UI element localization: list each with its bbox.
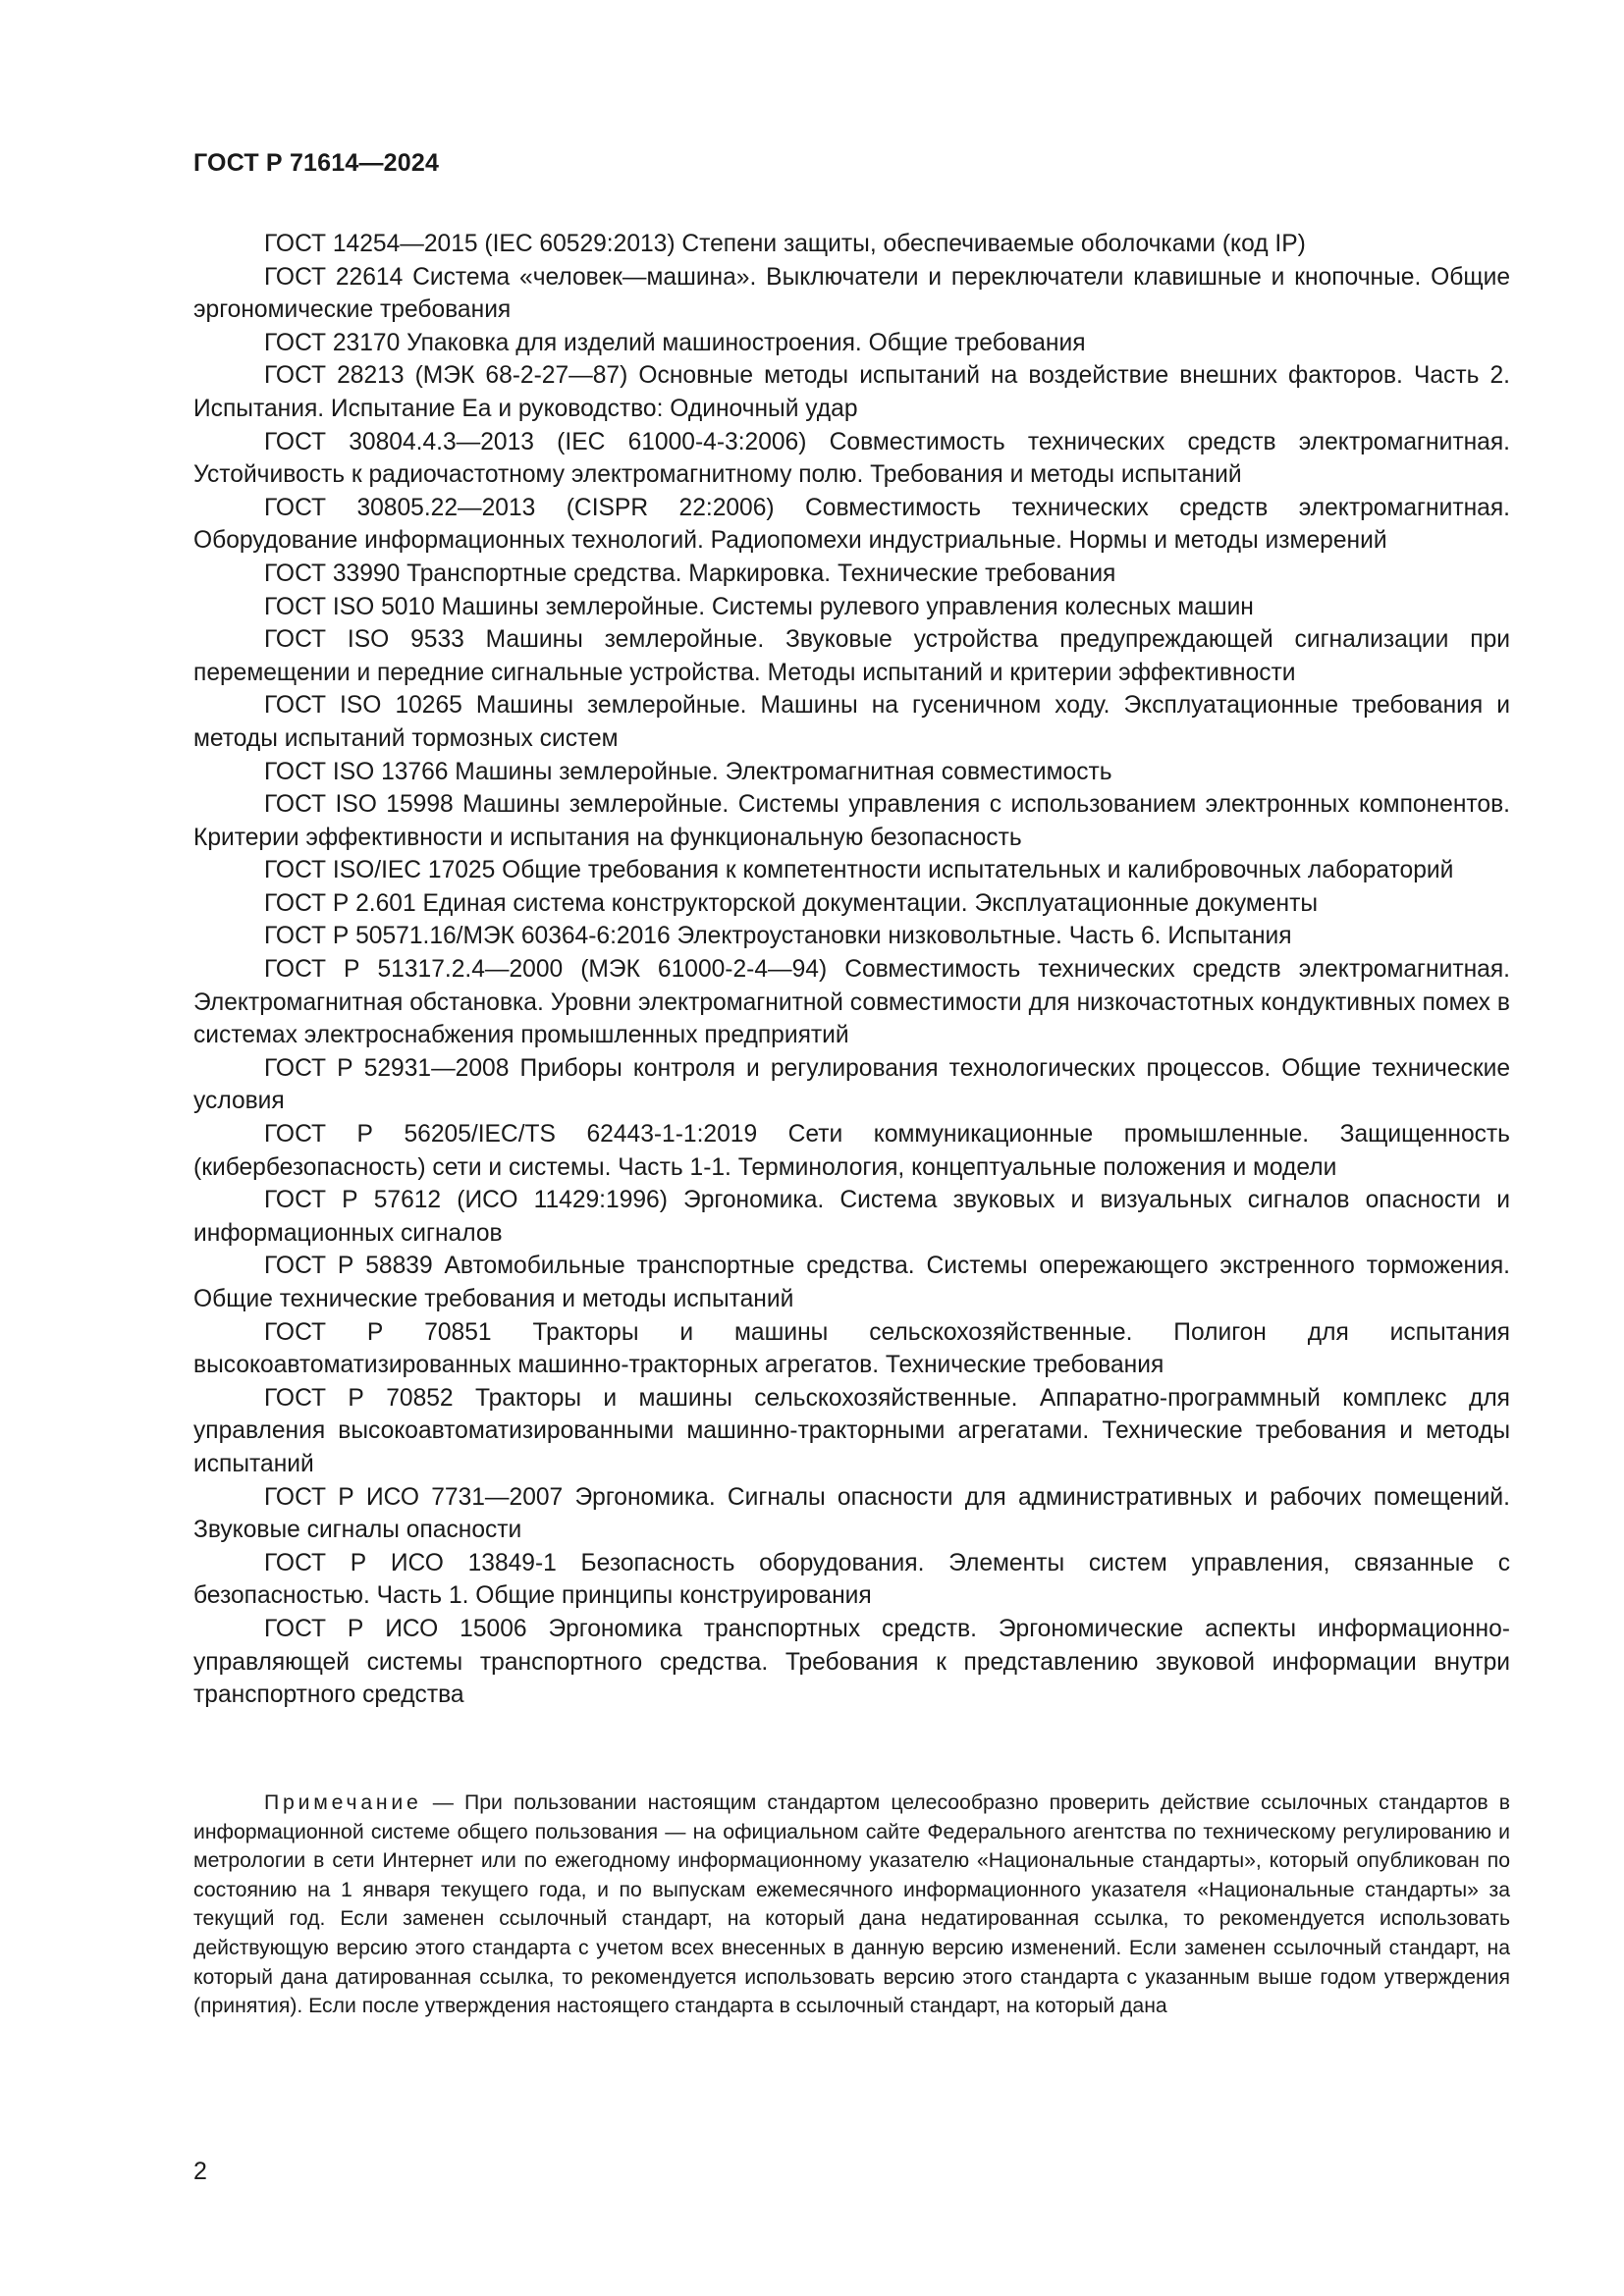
reference-item: ГОСТ 30804.4.3—2013 (IEC 61000-4-3:2006) Совместимость технических средств электромагнитная. Устойчивость к радиочастотному электромагнитному полю. Требования и методы испытаний [193,428,1510,489]
normative-references-list [193,228,1510,1712]
reference-item: ГОСТ Р 57612 (ИСО 11429:1996) Эргономика. Система звуковых и визуальных сигналов опасности и информационных сигналов [193,1187,1510,1247]
reference-item: ГОСТ ISO 9533 Машины землеройные. Звуковые устройства предупреждающей сигнализации при перемещении и передние сигнальные устройства. Методы испытаний и критерии эффективности [193,626,1510,686]
reference-item: ГОСТ 30805.22—2013 (CISPR 22:2006) Совместимость технических средств электромагнитная. Оборудование информационных технологий. Радиопомехи индустриальные. Нормы и методы измерений [193,494,1510,555]
reference-item: ГОСТ Р 58839 Автомобильные транспортные средства. Системы опережающего экстренного торможения. Общие технические требования и методы испытаний [193,1253,1510,1312]
reference-item: ГОСТ Р 2.601 Единая система конструкторской документации. Эксплуатационные документы [264,889,1319,917]
reference-item: ГОСТ Р ИСО 15006 Эргономика транспортных средств. Эргономические аспекты информационно-управляющей системы транспортного средства. Требования к представлению звуковой информации внутри транспортного средства [193,1615,1510,1709]
page-number: 2 [193,2158,207,2185]
reference-item: ГОСТ 33990 Транспортные средства. Маркировка. Технические требования [264,560,1116,587]
reference-item: ГОСТ 28213 (МЭК 68-2-27—87) Основные методы испытаний на воздействие внешних факторов. Часть 2. Испытания. Испытание Еа и руководство: Одиночный удар [193,362,1510,422]
reference-item: ГОСТ ISO 10265 Машины землеройные. Машины на гусеничном ходу. Эксплуатационные требования и методы испытаний тормозных систем [193,692,1510,752]
reference-item: ГОСТ ISO/IEC 17025 Общие требования к компетентности испытательных и калибровочных лабораторий [264,857,1454,884]
note-text: — При пользовании настоящим стандартом целесообразно проверить действие ссылочных стандартов в информационной системе общего пользования — на официальном сайте Федерального агентства по техническому регулированию и метрологии в сети Интернет или по ежегодному информационному указателю «Национальные стандарты», который опубликован по состоянию на 1 января текущего года, и по выпускам ежемесячного информационного указателя «Национальные стандарты» за текущий год. Если заменен ссылочный стандарт, на который дана недатированная ссылка, то рекомендуется использовать действующую версию этого стандарта с учетом всех внесенных в данную версию изменений. Если заменен ссылочный стандарт, на который дана датированная ссылка, то рекомендуется использовать версию этого стандарта с указанным выше годом утверждения (принятия). Если после утверждения настоящего стандарта в ссылочный стандарт, на который дана [193,1791,1510,2018]
note-label: Примечание [264,1791,422,1814]
reference-item: ГОСТ Р 70852 Тракторы и машины сельскохозяйственные. Аппаратно-программный комплекс для управления высокоавтоматизированными машинно-тракторными агрегатами. Технические требования и методы испытаний [193,1384,1510,1477]
reference-item: ГОСТ Р 56205/IEC/TS 62443-1-1:2019 Сети коммуникационные промышленные. Защищенность (кибербезопасность) сети и системы. Часть 1-1. Терминология, концептуальные положения и модели [193,1121,1510,1181]
reference-item: ГОСТ Р ИСО 7731—2007 Эргономика. Сигналы опасности для административных и рабочих помещений. Звуковые сигналы опасности [193,1483,1510,1544]
reference-item: ГОСТ ISO 15998 Машины землеройные. Системы управления с использованием электронных компонентов. Критерии эффективности и испытания на функциональную безопасность [193,791,1510,851]
reference-item: ГОСТ Р 50571.16/МЭК 60364-6:2016 Электроустановки низковольтные. Часть 6. Испытания [264,923,1292,950]
reference-item: ГОСТ Р 52931—2008 Приборы контроля и регулирования технологических процессов. Общие технические условия [193,1054,1510,1115]
document-header: ГОСТ Р 71614—2024 [193,149,440,177]
reference-item: ГОСТ 22614 Система «человек—машина». Выключатели и переключатели клавишные и кнопочные. Общие эргономические требования [193,263,1510,324]
note-paragraph [193,1789,1510,2021]
reference-item: ГОСТ ISO 5010 Машины землеройные. Системы рулевого управления колесных машин [264,593,1254,620]
reference-item: ГОСТ Р 51317.2.4—2000 (МЭК 61000-2-4—94) Совместимость технических средств электромагнитная. Электромагнитная обстановка. Уровни электромагнитной совместимости для низкочастотных кондуктивных помех в системах электроснабжения промышленных предприятий [193,956,1510,1049]
reference-item: ГОСТ Р 70851 Тракторы и машины сельскохозяйственные. Полигон для испытания высокоавтоматизированных машинно-тракторных агрегатов. Технические требования [193,1318,1510,1379]
reference-item: ГОСТ 23170 Упаковка для изделий машиностроения. Общие требования [264,329,1086,356]
reference-item: ГОСТ 14254—2015 (IEC 60529:2013) Степени защиты, обеспечиваемые оболочками (код IP) [264,231,1306,257]
reference-item: ГОСТ Р ИСО 13849-1 Безопасность оборудования. Элементы систем управления, связанные с безопасностью. Часть 1. Общие принципы конструирования [193,1549,1510,1610]
reference-item: ГОСТ ISO 13766 Машины землеройные. Электромагнитная совместимость [264,758,1112,785]
